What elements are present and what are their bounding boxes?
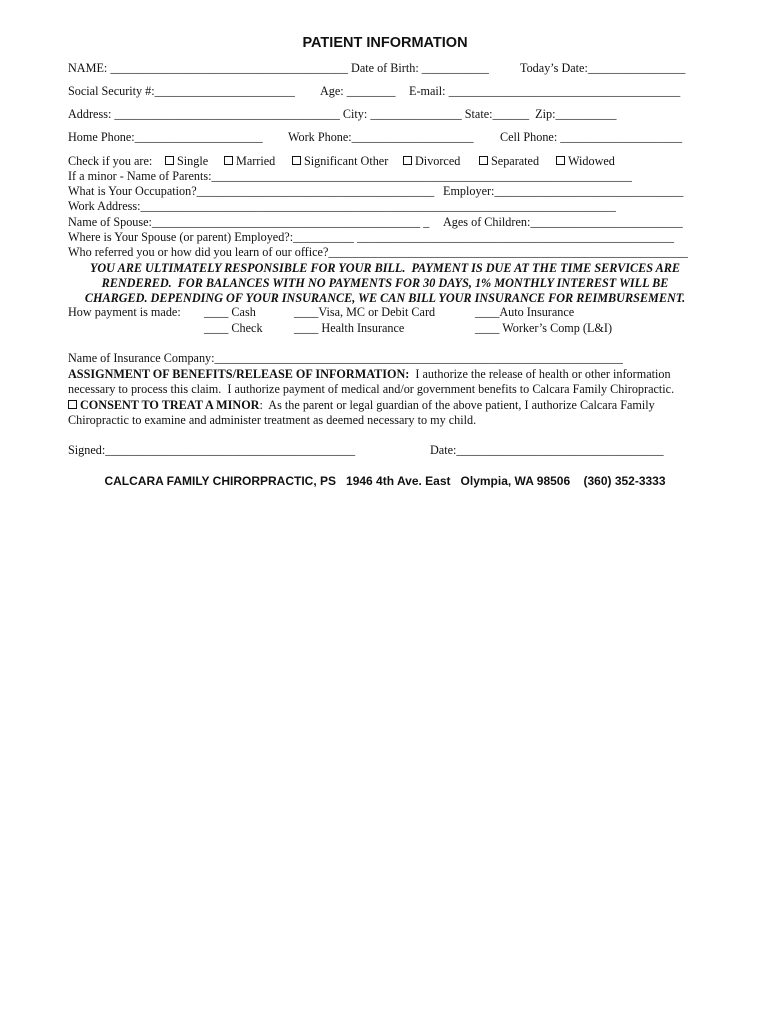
checkbox-married[interactable] (224, 154, 275, 169)
ssn-field[interactable]: Social Security #:_______________________ (68, 84, 295, 98)
minor-parents-field[interactable]: If a minor - Name of Parents:_____________________________________________________________________ (68, 169, 632, 183)
checkbox-label: Divorced (415, 154, 461, 168)
page-title: PATIENT INFORMATION (302, 35, 468, 51)
consent-to-treat-minor (68, 398, 708, 413)
email-field[interactable]: E-mail: ______________________________________ (409, 84, 681, 98)
checkbox-icon[interactable] (556, 156, 565, 165)
employer-field[interactable]: Employer:_______________________________ (443, 184, 684, 198)
occupation-field[interactable]: What is Your Occupation?_______________________________________ (68, 184, 435, 198)
payment-check-option[interactable]: ____ Check (204, 321, 263, 335)
assignment-heading: ASSIGNMENT OF BENEFITS/RELEASE OF INFORMATION: (68, 367, 410, 381)
checkbox-significant-other[interactable] (292, 154, 388, 169)
checkbox-label: Married (236, 154, 276, 168)
payment-notice-line: CHARGED. DEPENDING OF YOUR INSURANCE, WE CAN BILL YOUR INSURANCE FOR REIMBURSEMENT. (84, 291, 686, 305)
payment-notice-line: RENDERED. FOR BALANCES WITH NO PAYMENTS FOR 30 DAYS, 1% MONTHLY INTEREST WILL BE (101, 276, 669, 290)
assignment-of-benefits (68, 367, 708, 382)
checkbox-label: Single (177, 154, 209, 168)
consent-checkbox-icon[interactable] (68, 400, 77, 409)
insurance-company-field[interactable]: Name of Insurance Company:___________________________________________________________________ (68, 351, 623, 365)
checkbox-icon[interactable] (224, 156, 233, 165)
checkbox-label: Significant Other (304, 154, 389, 168)
checkbox-single[interactable] (165, 154, 208, 169)
payment-cash-option[interactable]: ____ Cash (204, 305, 256, 319)
todays-date-field[interactable]: Today’s Date:________________ (520, 61, 686, 75)
assignment-text: I authorize the release of health or other information (409, 367, 671, 381)
payment-auto-insurance-option[interactable]: ____Auto Insurance (475, 305, 575, 319)
checkbox-icon[interactable] (479, 156, 488, 165)
consent-text-line-2: Chiropractic to examine and administer treatment as deemed necessary to my child. (68, 413, 477, 427)
checkbox-icon[interactable] (165, 156, 174, 165)
name-dob-fields[interactable]: NAME: _______________________________________ Date of Birth: ___________ (68, 61, 489, 75)
clinic-footer: CALCARA FAMILY CHIRORPRACTIC, PS 1946 4th Ave. East Olympia, WA 98506 (360) 352-3333 (104, 474, 666, 488)
marital-status-label: Check if you are: (68, 154, 153, 168)
home-phone-field[interactable]: Home Phone:_____________________ (68, 130, 263, 144)
spouse-employer-field[interactable]: Where is Your Spouse (or parent) Employed?:__________ ____________________________________________________ (68, 230, 674, 244)
checkbox-icon[interactable] (403, 156, 412, 165)
checkbox-widowed[interactable] (556, 154, 615, 169)
checkbox-icon[interactable] (292, 156, 301, 165)
consent-text: : As the parent or legal guardian of the above patient, I authorize Calcara Family (259, 398, 655, 412)
address-city-state-zip-fields[interactable]: Address: _____________________________________ City: _______________ State:______ Zip:__________ (68, 107, 617, 121)
cell-phone-field[interactable]: Cell Phone: ____________________ (500, 130, 683, 144)
checkbox-separated[interactable] (479, 154, 539, 169)
referral-field[interactable]: Who referred you or how did you learn of our office?___________________________________________________________ (68, 245, 688, 259)
payment-health-insurance-option[interactable]: ____ Health Insurance (294, 321, 405, 335)
payment-notice-line: YOU ARE ULTIMATELY RESPONSIBLE FOR YOUR BILL. PAYMENT IS DUE AT THE TIME SERVICES ARE (89, 261, 681, 275)
payment-method-label: How payment is made: (68, 305, 181, 319)
consent-heading: CONSENT TO TREAT A MINOR (80, 398, 260, 412)
payment-workers-comp-option[interactable]: ____ Worker’s Comp (L&I) (475, 321, 613, 335)
work-phone-field[interactable]: Work Phone:____________________ (288, 130, 474, 144)
ages-children-field[interactable]: Ages of Children:_________________________ (443, 215, 683, 229)
spouse-name-field[interactable]: Name of Spouse:____________________________________________ _ (68, 215, 430, 229)
signature-field[interactable]: Signed:_________________________________________ (68, 443, 356, 457)
age-field[interactable]: Age: ________ (320, 84, 396, 98)
payment-card-option[interactable]: ____Visa, MC or Debit Card (294, 305, 436, 319)
checkbox-label: Separated (491, 154, 540, 168)
signature-row (68, 443, 708, 503)
checkbox-label: Widowed (568, 154, 615, 168)
work-address-field[interactable]: Work Address:______________________________________________________________________________ (68, 199, 616, 213)
checkbox-divorced[interactable] (403, 154, 460, 169)
signature-date-field[interactable]: Date:__________________________________ (430, 443, 664, 457)
assignment-text-line-2: necessary to process this claim. I authorize payment of medical and/or government benefits to Calcara Family Chiropractic. (68, 382, 675, 396)
